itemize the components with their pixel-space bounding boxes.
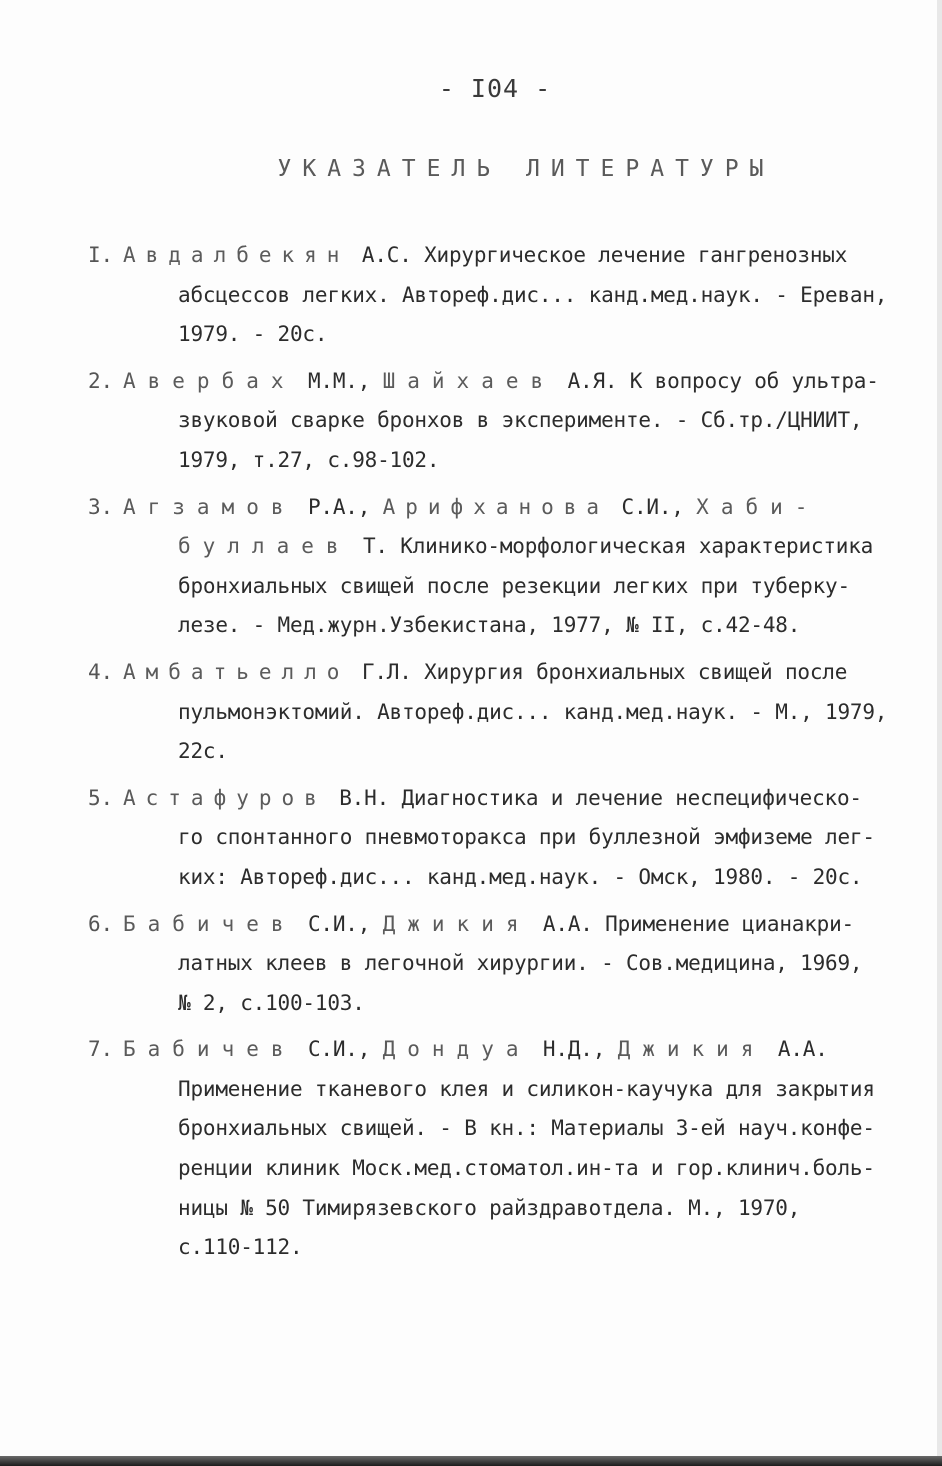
reference-fragment: С.И., (295, 911, 383, 936)
reference-number: 5. (88, 785, 113, 810)
author-name: Арифханова (382, 494, 610, 519)
author-name: Шайхаев (382, 368, 556, 393)
reference-fragment: бронхиальных свищей. - В кн.: Материалы 3-ей науч.конфе- (178, 1116, 875, 1141)
reference-fragment: пульмонэктомий. Автореф.дис... канд.мед.наук. - М., 1979, (178, 699, 888, 724)
reference-fragment: М.М., (295, 368, 383, 393)
reference-fragment: 1979, т.27, с.98-102. (178, 447, 440, 472)
reference-line (178, 527, 913, 567)
reference-text (123, 488, 913, 646)
reference-fragment: А.А. Применение цианакри- (530, 911, 855, 936)
reference-fragment: латных клеев в легочной хирургии. - Сов.медицина, 1969, (178, 951, 863, 976)
reference-line (178, 1109, 913, 1149)
reference-fragment: В.Н. Диагностика и лечение неспецифическо- (326, 785, 862, 810)
reference-line (178, 1149, 913, 1189)
reference-line (123, 905, 913, 945)
reference-line (123, 1030, 913, 1070)
reference-fragment: звуковой сварке бронхов в эксперименте. - Сб.тр./ЦНИИТ, (178, 408, 863, 433)
reference-line (178, 858, 913, 898)
reference-line (178, 818, 913, 858)
reference-fragment: ренции клиник Моск.мед.стоматол.ин-та и гор.клинич.боль- (178, 1156, 875, 1181)
reference-fragment: го спонтанного пневмоторакса при буллезной эмфиземе лег- (178, 825, 875, 850)
reference-fragment: лезе. - Мед.журн.Узбекистана, 1977, № II, с.42-48. (178, 613, 801, 638)
reference-line (123, 653, 913, 693)
reference-fragment: С.И., (295, 1037, 383, 1062)
reference-item (88, 1030, 913, 1268)
reference-number: 7. (88, 1037, 113, 1062)
author-name: Авербах (123, 368, 296, 393)
author-name: Хаби- (696, 494, 820, 519)
reference-number: I. (88, 243, 113, 267)
reference-text (123, 362, 913, 481)
reference-fragment: ницы № 50 Тимирязевского райздравотдела. М., 1970, (178, 1195, 801, 1220)
reference-line (178, 606, 913, 646)
reference-item (88, 779, 913, 898)
reference-line (178, 732, 913, 772)
reference-fragment: абсцессов легких. Автореф.дис... канд.мед.наук. - Ереван, (178, 282, 888, 307)
reference-fragment: А.С. Хирургическое лечение гангренозных (349, 243, 848, 267)
reference-fragment: С.И., (609, 494, 697, 519)
reference-fragment: Применение тканевого клея и силикон-каучука для закрытия (178, 1076, 875, 1101)
author-name: Агзамов (123, 494, 296, 519)
reference-fragment: Т. Клинико-морфологическая характеристика (350, 534, 874, 559)
reference-item (88, 905, 913, 1024)
reference-number: 2. (88, 368, 113, 393)
reference-fragment: ких: Автореф.дис... канд.мед.наук. - Омск, 1980. - 20с. (178, 864, 863, 889)
reference-text (123, 653, 913, 772)
author-name: Амбатьелло (123, 659, 350, 684)
reference-fragment: с.110-112. (178, 1235, 303, 1260)
reference-fragment: № 2, с.100-103. (178, 990, 365, 1015)
reference-fragment: 1979. - 20с. (178, 322, 328, 347)
reference-line (178, 1189, 913, 1229)
reference-number: 3. (88, 494, 113, 519)
reference-line (178, 984, 913, 1024)
reference-number: 4. (88, 659, 113, 684)
reference-line (178, 441, 913, 481)
page-title: УКАЗАТЕЛЬ ЛИТЕРАТУРЫ (277, 156, 775, 182)
reference-text (123, 236, 913, 355)
reference-line (178, 401, 913, 441)
author-name: Авдалбекян (123, 243, 350, 267)
author-name: Дондуа (382, 1037, 531, 1062)
reference-fragment: Г.Л. Хирургия бронхиальных свищей после (349, 659, 848, 684)
reference-item (88, 236, 913, 355)
reference-line (123, 236, 913, 276)
reference-number: 6. (88, 911, 113, 936)
author-name: Бабичев (123, 911, 296, 936)
reference-fragment: Н.Д., (530, 1037, 618, 1062)
page-number: - I04 - (438, 74, 552, 103)
reference-line (123, 362, 913, 402)
reference-line (178, 693, 913, 733)
reference-list (88, 236, 913, 1275)
reference-line (178, 567, 913, 607)
author-name: Джикия (617, 1037, 766, 1062)
scan-bottom-border (0, 1456, 942, 1466)
reference-line (123, 779, 913, 819)
reference-line (178, 1070, 913, 1110)
reference-item (88, 362, 913, 481)
reference-line (178, 944, 913, 984)
author-name: Бабичев (123, 1037, 296, 1062)
reference-text (123, 1030, 913, 1268)
reference-line (178, 1228, 913, 1268)
reference-item (88, 488, 913, 646)
reference-text (123, 779, 913, 898)
reference-item (88, 653, 913, 772)
reference-fragment: Р.А., (295, 494, 383, 519)
reference-fragment: А.Я. К вопросу об ультра- (555, 368, 879, 393)
author-name: буллаев (178, 534, 351, 559)
reference-fragment: А.А. (765, 1037, 828, 1062)
author-name: Астафуров (123, 785, 327, 810)
reference-fragment: 22с. (178, 739, 228, 764)
reference-line (178, 315, 913, 355)
reference-line (178, 276, 913, 316)
reference-fragment: бронхиальных свищей после резекции легких при туберку- (178, 573, 850, 598)
author-name: Джикия (382, 911, 531, 936)
page-edge-shadow (937, 0, 942, 1466)
reference-line (123, 488, 913, 528)
reference-text (123, 905, 913, 1024)
